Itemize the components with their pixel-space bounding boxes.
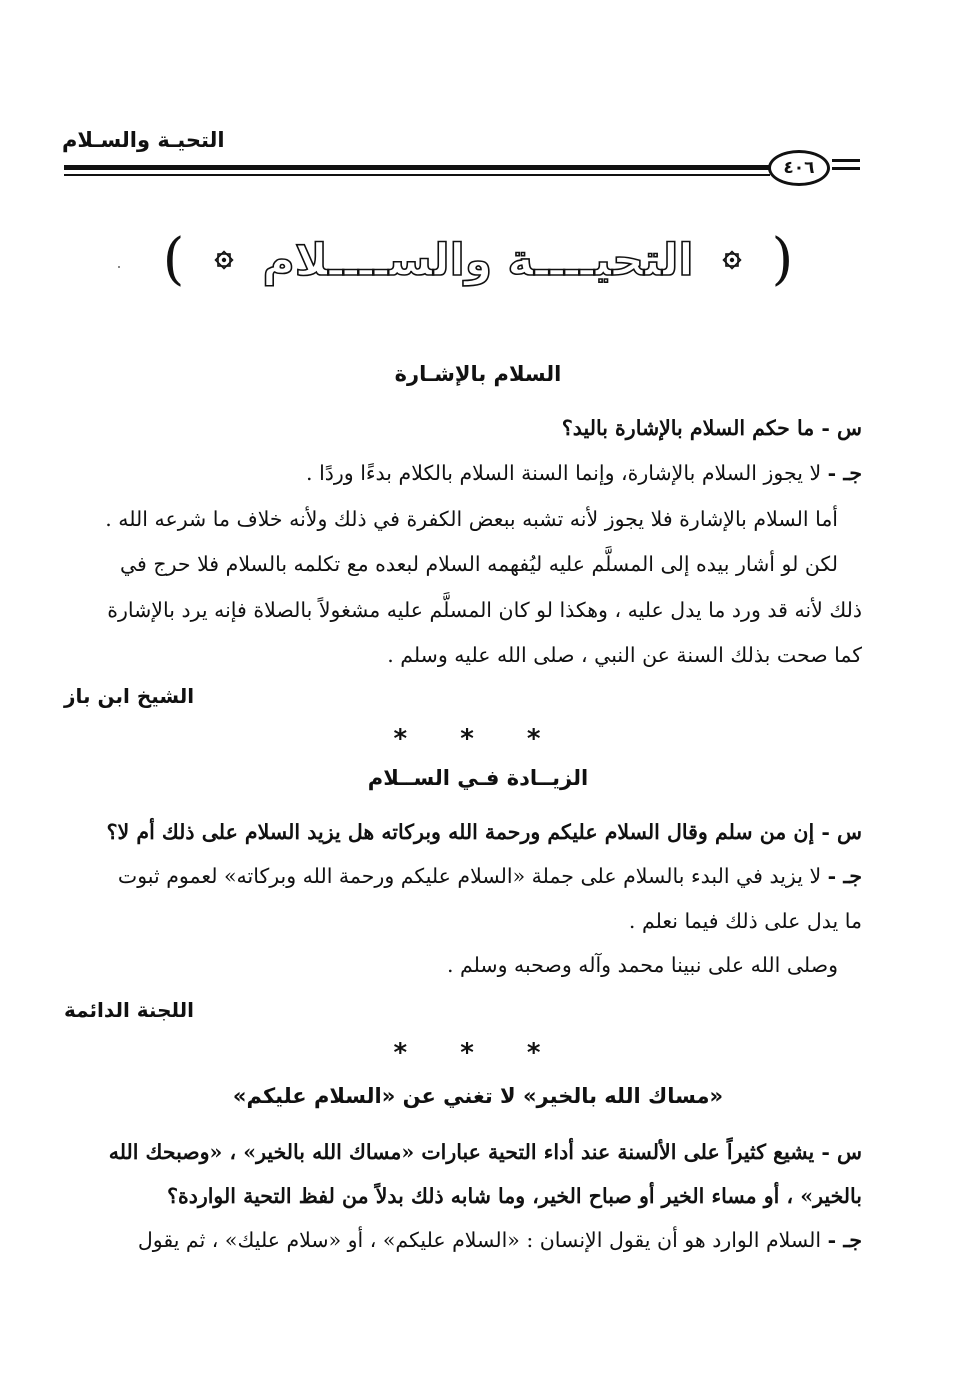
question-text: ما حكم السلام بالإشارة باليد؟ [561,416,815,440]
scan-speck [118,266,120,268]
question-label: س - [821,820,862,844]
header-rule [64,165,770,170]
answer-line [64,1228,862,1252]
question-line [64,820,862,844]
answer-line: وصلى الله على نبينا محمد وآله وصحبه وسلم . [446,953,838,977]
header-rule-ornament [832,167,860,170]
answer-label: جـ - [827,461,862,485]
question-label: س - [821,1140,862,1164]
answer-text: السلام الوارد هو أن يقول الإنسان : «السلام عليكم» ، أو «سلام عليك» ، ثم يقول [137,1228,822,1252]
star-ornament-icon [213,249,235,271]
answer-line [64,461,862,485]
header-rule-thin [64,174,770,176]
answer-text: لا يزيد في البدء بالسلام على جملة «السلام عليكم ورحمة الله وبركاته» لعموم ثبوت [117,864,822,888]
question-line: بالخير» ، أو مساء الخير أو صباح الخير، وما شابه ذلك بدلاً من لفظ التحية الواردة؟ [167,1184,862,1208]
header-rule-ornament [832,159,860,162]
answer-label: جـ - [827,1228,862,1252]
answer-line: ذلك لأنه قد ورد ما يدل عليه ، وهكذا لو كان المسلَّم عليه مشغولاً بالصلاة فإنه يرد بالإشارة [107,598,862,622]
question-line [64,416,862,440]
ornamental-bracket: ( [771,227,794,292]
chapter-title: التحيــــة والســــلام [262,234,694,286]
author-signature: اللجنة الدائمة [64,998,195,1022]
question-label: س - [821,416,862,440]
answer-line: لكن لو أشار بيده إلى المسلَّم عليه ليُفهمه السلام لبعده مع تكلمه بالسلام فلا حرج في [119,552,838,576]
ornamental-bracket: ) [162,227,185,292]
section-separator: * * * [393,1038,563,1068]
chapter-title-block [0,227,956,292]
answer-line: كما صحت بذلك السنة عن النبي ، صلى الله عليه وسلم . [387,643,862,667]
question-text: إن من سلم وقال السلام عليكم ورحمة الله وبركاته هل يزيد السلام على ذلك أم لا؟ [106,820,815,844]
answer-line [64,864,862,888]
author-signature: الشيخ ابن باز [64,684,195,708]
section-title: «مساك الله بالخير» لا تغني عن «السلام عليكم» [232,1084,724,1108]
answer-line: أما السلام بالإشارة فلا يجوز لأنه تشبه ببعض الكفرة في ذلك ولأنه خلاف ما شرعه الله . [105,507,838,531]
section-title: السلام بالإشـارة [394,362,562,386]
answer-label: جـ - [827,864,862,888]
question-line [64,1140,862,1164]
question-text: يشيع كثيراً على الألسنة عند أداء التحية عبارات «مساك الله بالخير» ، «وصبحك الله [108,1140,815,1164]
section-separator: * * * [393,724,563,754]
page-number: ٤٠٦ [768,150,830,186]
star-ornament-icon [721,249,743,271]
running-header-title: التحيـة والسـلام [62,128,225,152]
section-title: الزيــادة فـي الســلام [367,766,589,790]
answer-text: لا يجوز السلام بالإشارة، وإنما السنة السلام بالكلام بدءًا وردًا . [306,461,822,485]
answer-line: ما يدل على ذلك فيما نعلم . [628,909,862,933]
